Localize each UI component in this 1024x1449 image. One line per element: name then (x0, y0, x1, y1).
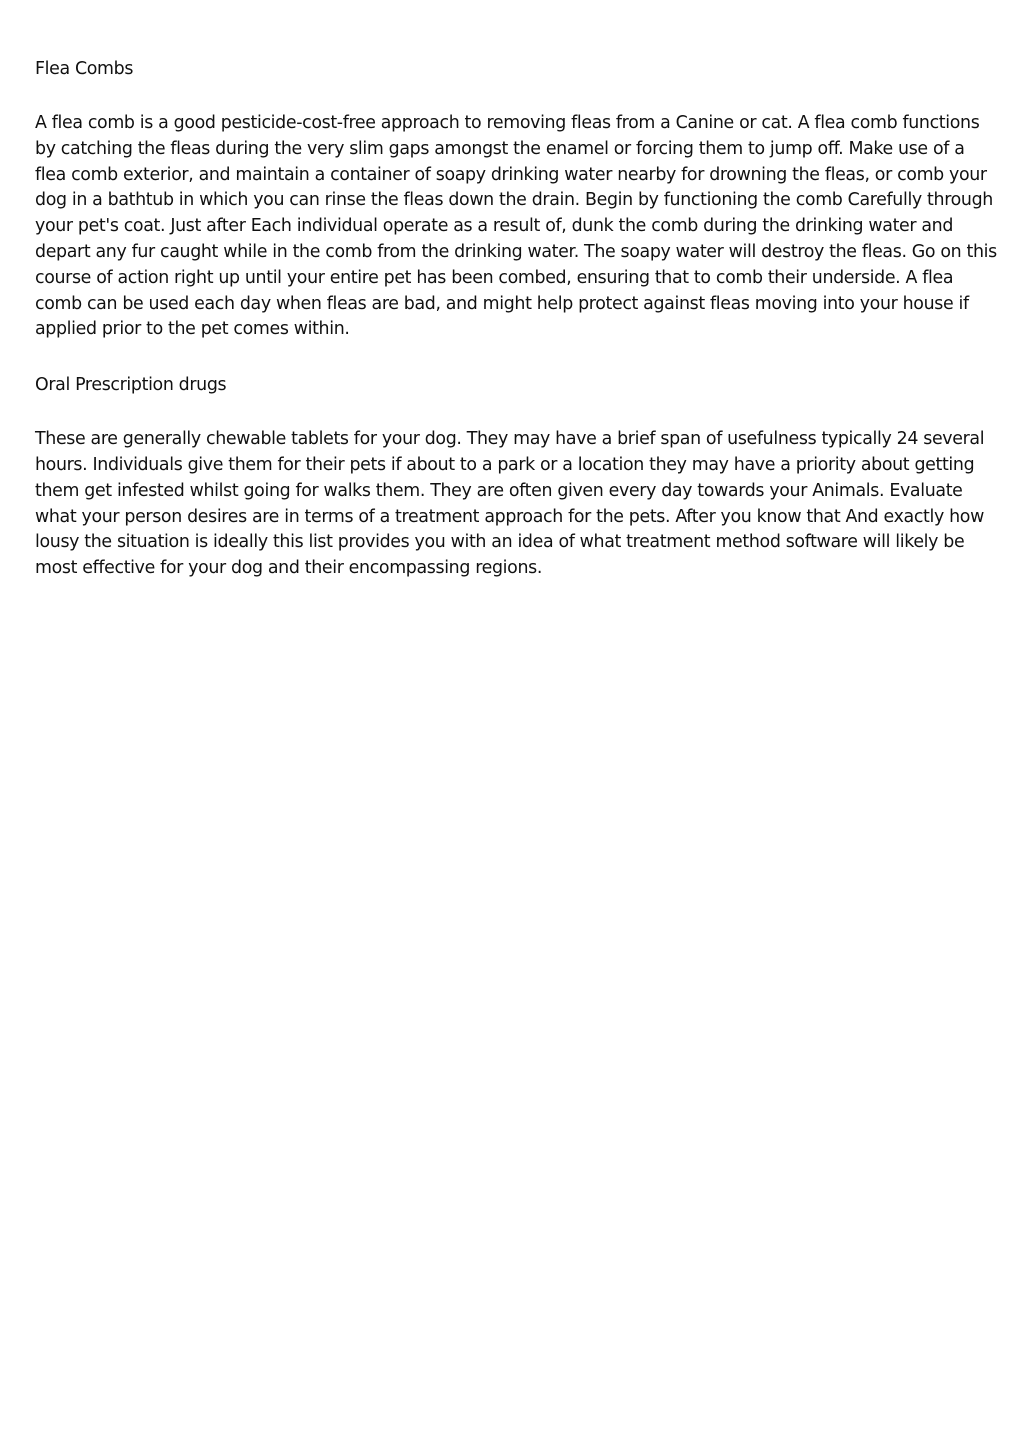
document-page (35, 56, 997, 611)
section-heading-oral-prescription-drugs: Oral Prescription drugs (35, 375, 227, 396)
section-heading-flea-combs: Flea Combs (35, 59, 134, 79)
section-paragraph-oral-prescription-drugs: These are generally chewable tablets for your dog. They may have a brief span of usefulness typically 24 several hours. Individuals give them for their pets if about to a park or a location they may have a priority about getting them get infested whilst going for walks them. They are often given every day towards your Animals. Evaluate what your person desires are in terms of a treatment approach for the pets. After you know that And exactly how lousy the situation is ideally this list provides you with an idea of what treatment method software will likely be most effective for your dog and their encompassing regions. (35, 429, 985, 579)
section-paragraph-flea-combs: A flea comb is a good pesticide-cost-free approach to removing fleas from a Canine or cat. A flea comb functions by catching the fleas during the very slim gaps amongst the enamel or forcing them to jump off. Make use of a flea comb exterior, and maintain a container of soapy drinking water nearby for drowning the fleas, or comb your dog in a bathtub in which you can rinse the fleas down the drain. Begin by functioning the comb Carefully through your pet's coat. Just after Each individual operate as a result of, dunk the comb during the drinking water and depart any fur caught while in the comb from the drinking water. The soapy water will destroy the fleas. Go on this course of action right up until your entire pet has been combed, ensuring that to comb their underside. A flea comb can be used each day when fleas are bad, and might help protect against fleas moving into your house if applied prior to the pet comes within. (35, 113, 997, 340)
